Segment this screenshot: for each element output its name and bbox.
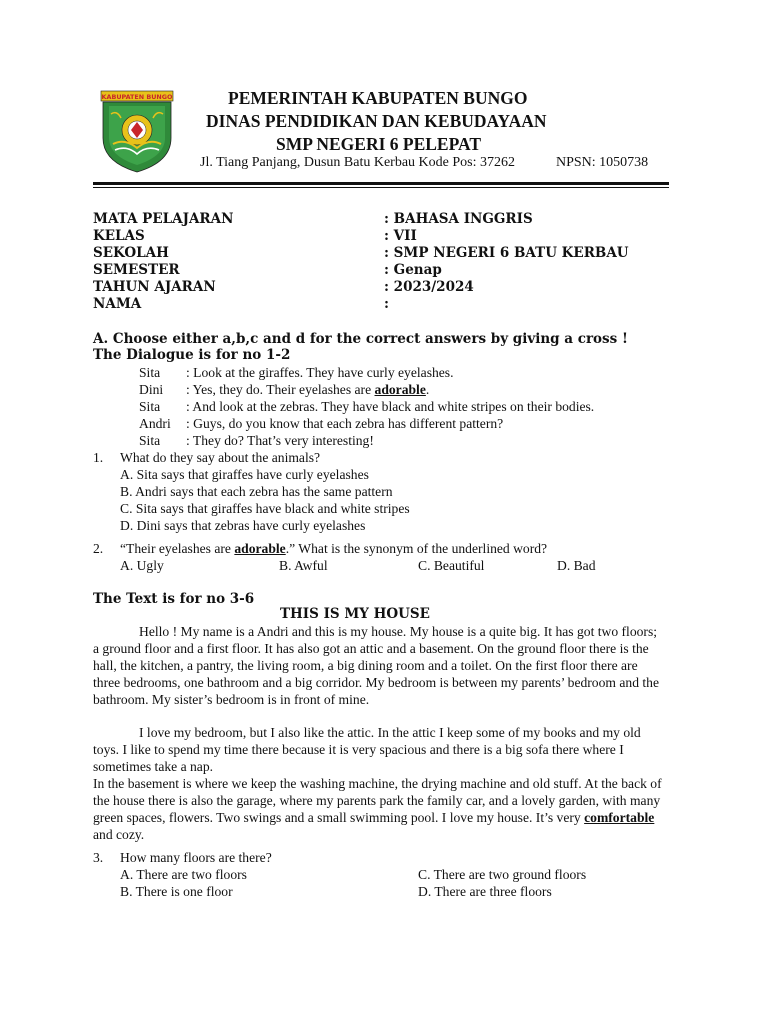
answer-option[interactable]: C. Sita says that giraffes have black and white stripes — [120, 501, 410, 516]
info-label: NAMA — [93, 296, 142, 312]
header-agency: DINAS PENDIDIKAN DAN KEBUDAYAAN — [206, 111, 547, 131]
dialogue-line: : Guys, do you know that each zebra has different pattern? — [186, 416, 504, 431]
dialogue-speaker: Sita — [139, 365, 161, 380]
info-label: MATA PELAJARAN — [93, 211, 234, 227]
info-value: : — [384, 296, 389, 312]
text-paragraph: Hello ! My name is a Andri and this is my house. My house is a quite big. It has got two floors; a ground floor and a first floor. It has also got an attic and a basement. On the ground floor there is the hall, the kitchen, a pantry, the living room, a big dining room and a toilet. On the first floor there are three bedrooms, one bathroom and a big corridor. My bedroom is between my parents’ bedroom and the bathroom. My sister’s bedroom is in front of mine. — [93, 624, 659, 707]
underlined-word: adorable — [234, 541, 286, 556]
answer-option[interactable]: D. Dini says that zebras have curly eyelashes — [120, 518, 366, 533]
answer-option[interactable]: C. Beautiful — [418, 558, 485, 573]
underlined-word: comfortable — [584, 810, 655, 825]
answer-option[interactable]: B. Awful — [279, 558, 328, 573]
answer-option[interactable]: B. Andri says that each zebra has the same pattern — [120, 484, 393, 499]
header-divider-thin — [93, 187, 669, 188]
answer-option[interactable]: D. There are three floors — [418, 884, 552, 899]
dialogue-speaker: Sita — [139, 433, 161, 448]
info-label: TAHUN AJARAN — [93, 279, 216, 295]
info-value: : VII — [384, 228, 417, 244]
info-label: KELAS — [93, 228, 145, 244]
text-heading: THIS IS MY HOUSE — [280, 606, 430, 622]
question-text: How many floors are there? — [120, 850, 272, 865]
answer-option[interactable]: A. Ugly — [120, 558, 164, 573]
answer-option[interactable]: A. There are two floors — [120, 867, 247, 882]
question-number: 1. — [93, 450, 104, 465]
answer-option[interactable]: B. There is one floor — [120, 884, 233, 899]
dialogue-speaker: Dini — [139, 382, 164, 397]
dialogue-line: : They do? That’s very interesting! — [186, 433, 374, 448]
dialogue-speaker: Sita — [139, 399, 161, 414]
answer-option[interactable]: D. Bad — [557, 558, 596, 573]
info-value: : Genap — [384, 262, 442, 278]
header-government: PEMERINTAH KABUPATEN BUNGO — [228, 88, 528, 108]
answer-option[interactable]: C. There are two ground floors — [418, 867, 587, 882]
dialogue-line: : Yes, they do. Their eyelashes are adorable. — [186, 382, 430, 397]
header-npsn: NPSN: 1050738 — [556, 155, 649, 170]
header-divider — [93, 182, 669, 185]
text-paragraph: In the basement is where we keep the washing machine, the drying machine and old stuff. At the back of the house there is also the garage, where my parents park the family car, and a lovely garden, with many green spaces, flowers. Two swings and a small swimming pool. I love my house. It’s very comfortable and cozy. — [93, 776, 662, 842]
underlined-word: adorable — [374, 382, 426, 397]
text-section-title: The Text is for no 3-6 — [93, 591, 255, 607]
info-value: : SMP NEGERI 6 BATU KERBAU — [384, 245, 629, 261]
dialogue-title: The Dialogue is for no 1-2 — [93, 347, 291, 363]
answer-option[interactable]: A. Sita says that giraffes have curly eyelashes — [120, 467, 369, 482]
svg-text:KABUPATEN BUNGO: KABUPATEN BUNGO — [101, 93, 173, 101]
question-number: 3. — [93, 850, 104, 865]
regency-logo — [97, 88, 177, 174]
info-label: SEKOLAH — [93, 245, 169, 261]
header-school: SMP NEGERI 6 PELEPAT — [276, 134, 482, 154]
section-instruction: A. Choose either a,b,c and d for the correct answers by giving a cross ! — [93, 331, 628, 347]
info-label: SEMESTER — [93, 262, 180, 278]
question-text: What do they say about the animals? — [120, 450, 321, 465]
question-text: “Their eyelashes are adorable.” What is the synonym of the underlined word? — [120, 541, 548, 556]
info-value: : BAHASA INGGRIS — [384, 211, 533, 227]
header-address: Jl. Tiang Panjang, Dusun Batu Kerbau Kode Pos: 37262 — [200, 155, 515, 170]
dialogue-speaker: Andri — [139, 416, 171, 431]
dialogue-line: : And look at the zebras. They have black and white stripes on their bodies. — [186, 399, 595, 414]
info-value: : 2023/2024 — [384, 279, 474, 295]
dialogue-line: : Look at the giraffes. They have curly eyelashes. — [186, 365, 454, 380]
text-paragraph: I love my bedroom, but I also like the attic. In the attic I keep some of my books and my old toys. I like to spend my time there because it is very spacious and there is a big sofa there where I sometimes take a nap. — [93, 725, 641, 774]
question-number: 2. — [93, 541, 104, 556]
